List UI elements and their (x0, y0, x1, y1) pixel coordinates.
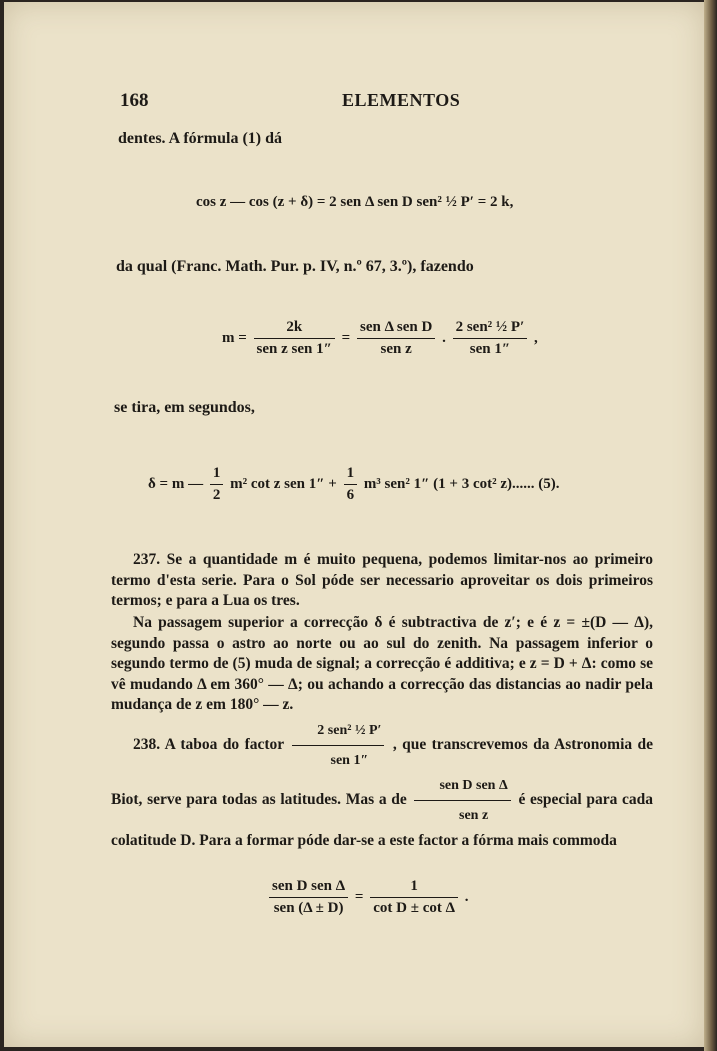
eq3-f1-numerator: 1 (210, 465, 224, 485)
eq2-f3-numerator: 2 sen² ½ P′ (453, 319, 528, 339)
eq2-f2-denominator: sen z (380, 341, 412, 357)
equation-1: cos z — cos (z + δ) = 2 sen Δ sen D sen² ½ P′ = 2 k, (196, 194, 514, 210)
equation-2 (222, 319, 538, 358)
eq3-f2-denominator: 6 (346, 487, 355, 503)
eq2-lhs: m = (222, 329, 247, 346)
eq3-middle: m² cot z sen 1″ + (230, 475, 337, 492)
eq2-f1-denominator: sen z sen 1″ (256, 341, 332, 357)
p238-f2-denominator: sen z (459, 808, 489, 823)
paragraph-237: 237. Se a quantidade m é muito pequena, podemos limitar-nos ao primeiro termo d'esta serie. Para o Sol póde ser necessario aproveitar os dois primeiros termos; e para a Lua os tres. (111, 551, 653, 609)
eq4-f2-numerator: 1 (370, 878, 458, 898)
eq2-tail: , (534, 329, 538, 346)
eq4-f1-denominator: sen (Δ ± D) (273, 900, 344, 916)
eq2-f1-numerator: 2k (254, 319, 335, 339)
p238-middle: , que transcrevemos da Astronomia de Biot, serve para todas as latitudes. Mas a de (111, 736, 654, 809)
running-title: ELEMENTOS (342, 90, 461, 110)
eq4-equals: = (354, 888, 364, 905)
p238-f1-denominator: sen 1″ (330, 753, 369, 768)
equation-4 (266, 878, 469, 917)
eq4-tail: . (464, 888, 469, 905)
eq2-fraction-3 (453, 319, 528, 358)
eq3-rest: m³ sen² 1″ (1 + 3 cot² z)...... (5). (363, 475, 560, 492)
eq2-dot: . (442, 329, 446, 346)
eq3-lhs: δ = m — (148, 475, 204, 492)
eq2-fraction-2 (357, 319, 435, 358)
eq2-fraction-1 (254, 319, 335, 358)
eq3-f1-denominator: 2 (212, 487, 221, 503)
eq2-f2-numerator: sen Δ sen D (357, 319, 435, 339)
eq4-f1-numerator: sen D sen Δ (269, 878, 348, 898)
page-number: 168 (120, 90, 149, 111)
eq4-f2-denominator: cot D ± cot Δ (373, 900, 456, 916)
equation-3 (148, 465, 560, 504)
eq2-f3-denominator: sen 1″ (469, 341, 511, 357)
text-line-2: da qual (Franc. Math. Pur. p. IV, n.º 67, 3.º), fazendo (116, 258, 474, 275)
p238-start: 238. A taboa do factor (133, 736, 284, 754)
book-page (4, 2, 704, 1047)
text-line-3: se tira, em segundos, (114, 399, 255, 416)
eq3-fraction-1 (210, 465, 224, 504)
eq3-f2-numerator: 1 (344, 465, 358, 485)
eq4-fraction-1 (269, 878, 348, 917)
page-edge-shadow (704, 0, 717, 1051)
p238-end: é especial para cada colatitude D. Para a formar póde dar-se a este factor a fórma mais commoda (111, 791, 654, 849)
p238-f1-numerator: 2 sen² ½ P′ (292, 718, 384, 746)
page-header (120, 90, 650, 116)
eq2-equals: = (341, 329, 351, 346)
p238-fraction-1 (292, 718, 384, 773)
paragraph-237-continued: Na passagem superior a correcção δ é subtractiva de z′; e é z = ±(D — Δ), segundo passa o astro ao norte ou ao sul do zenith. Na passagem inferior o segundo termo de (5) muda de signal; a correcção é additiva; e z = D + Δ: como se vê mudando Δ em 360° — Δ; ou achando a correcção das distancias ao nadir pela mudança de z em 180° — z. (111, 614, 653, 713)
eq4-fraction-2 (370, 878, 458, 917)
paragraph-238 (111, 718, 653, 853)
eq3-fraction-2 (344, 465, 358, 504)
p238-fraction-2 (414, 773, 510, 828)
p238-f2-numerator: sen D sen Δ (414, 773, 510, 801)
text-line-1: dentes. A fórmula (1) dá (118, 130, 282, 147)
